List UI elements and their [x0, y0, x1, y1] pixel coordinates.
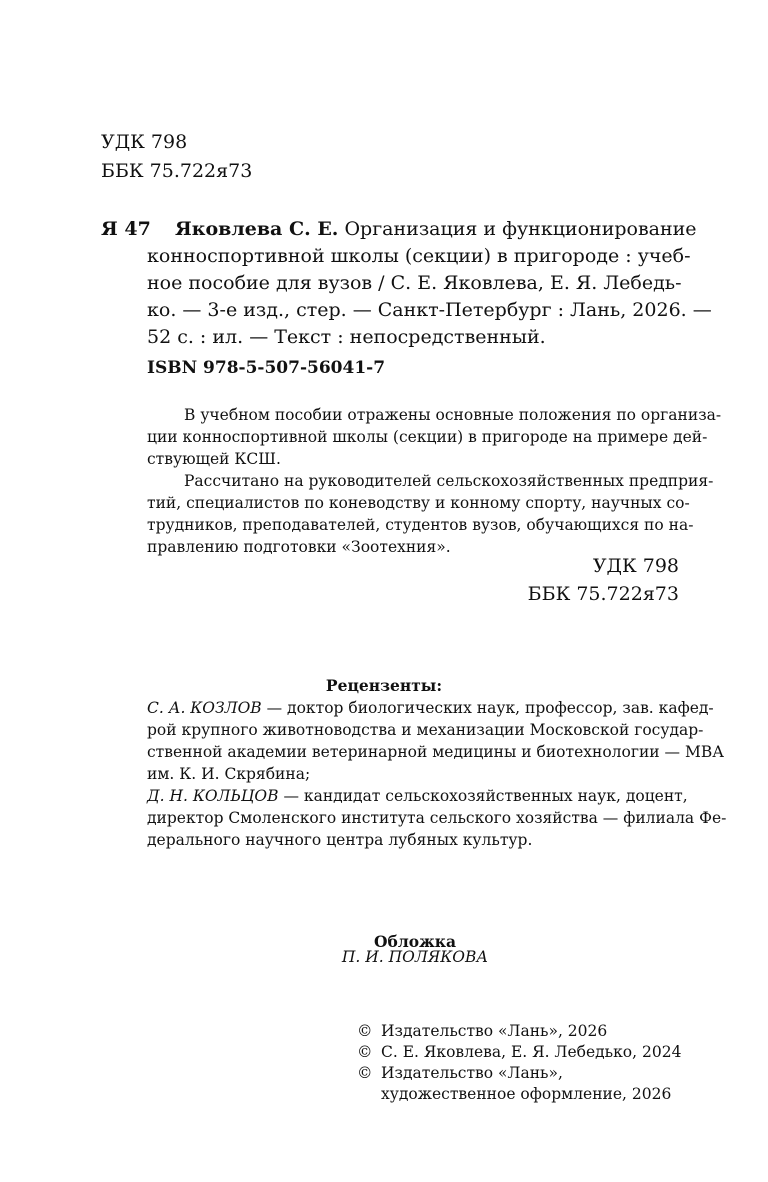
reviewer-name: Д. Н. КОЛЬЦОВ: [147, 787, 279, 805]
copyright-icon: ©: [357, 1022, 373, 1040]
cover-label: Обложка: [374, 932, 456, 951]
copyright-line: С. Е. Яковлева, Е. Я. Лебедько, 2024: [381, 1043, 682, 1061]
copyright-line: Издательство «Лань», 2026: [381, 1022, 608, 1040]
annotation-line: ции конноспортивной школы (секции) в пригороде на примере дей-: [147, 428, 708, 446]
copyright-line: Издательство «Лань»,: [381, 1064, 563, 1082]
annotation-line: ствующей КСШ.: [147, 450, 281, 468]
reviewer-text: директор Смоленского института сельского хозяйства — филиала Фе-: [147, 809, 727, 827]
udk-code: УДК 798: [101, 131, 188, 153]
classification-block-right: [528, 552, 679, 608]
classification-block: [101, 128, 252, 186]
copyright-line: художественное оформление, 2026: [381, 1085, 672, 1103]
annotation: [147, 404, 722, 558]
annotation-line: В учебном пособии отражены основные положения по организа-: [184, 406, 722, 424]
reviewer-text: — кандидат сельскохозяйственных наук, доцент,: [278, 787, 688, 805]
annotation-line: Рассчитано на руководителей сельскохозяйственных предприя-: [184, 472, 714, 490]
reviewer-text: дерального научного центра лубяных культур.: [147, 831, 533, 849]
bib-line: Организация и функционирование: [344, 218, 697, 240]
copyright-icon: ©: [357, 1064, 373, 1082]
reviewer-text: рой крупного животноводства и механизации Московской государ-: [147, 721, 704, 739]
author-mark: Я 47: [101, 218, 151, 240]
annotation-line: трудников, преподавателей, студентов вузов, обучающихся по на-: [147, 516, 694, 534]
udk-code-right: УДК 798: [592, 555, 679, 577]
copyright-block: [357, 1021, 681, 1105]
bib-line: ное пособие для вузов / С. Е. Яковлева, Е. Я. Лебедь-: [147, 272, 682, 294]
cover-designer: П. И. ПОЛЯКОВА: [341, 948, 489, 966]
copyright-icon: ©: [357, 1043, 373, 1061]
annotation-line: тий, специалистов по коневодству и конному спорту, научных со-: [147, 494, 690, 512]
isbn: ISBN 978-5-507-56041-7: [147, 358, 386, 378]
author-name: Яковлева С. Е.: [175, 218, 339, 240]
bibliographic-description: [147, 216, 712, 351]
annotation-line: правлению подготовки «Зоотехния».: [147, 538, 451, 556]
bbk-code-right: ББК 75.722я73: [527, 583, 679, 605]
bibliographic-record: [101, 216, 712, 351]
bib-line: конноспортивной школы (секции) в пригороде : учеб-: [147, 245, 691, 267]
reviewers-list: [147, 697, 727, 851]
reviewer-text: — доктор биологических наук, профессор, зав. кафед-: [261, 699, 714, 717]
bib-line: ко. — 3-е изд., стер. — Санкт-Петербург : Лань, 2026. —: [147, 299, 712, 321]
bib-line: 52 с. : ил. — Текст : непосредственный.: [147, 326, 546, 348]
reviewer-text: им. К. И. Скрябина;: [147, 765, 311, 783]
reviewer-name: С. А. КОЗЛОВ: [147, 699, 262, 717]
reviewers-title: Рецензенты:: [325, 676, 443, 695]
reviewer-text: ственной академии ветеринарной медицины и биотехнологии — МВА: [147, 743, 724, 761]
bbk-code: ББК 75.722я73: [101, 160, 253, 182]
